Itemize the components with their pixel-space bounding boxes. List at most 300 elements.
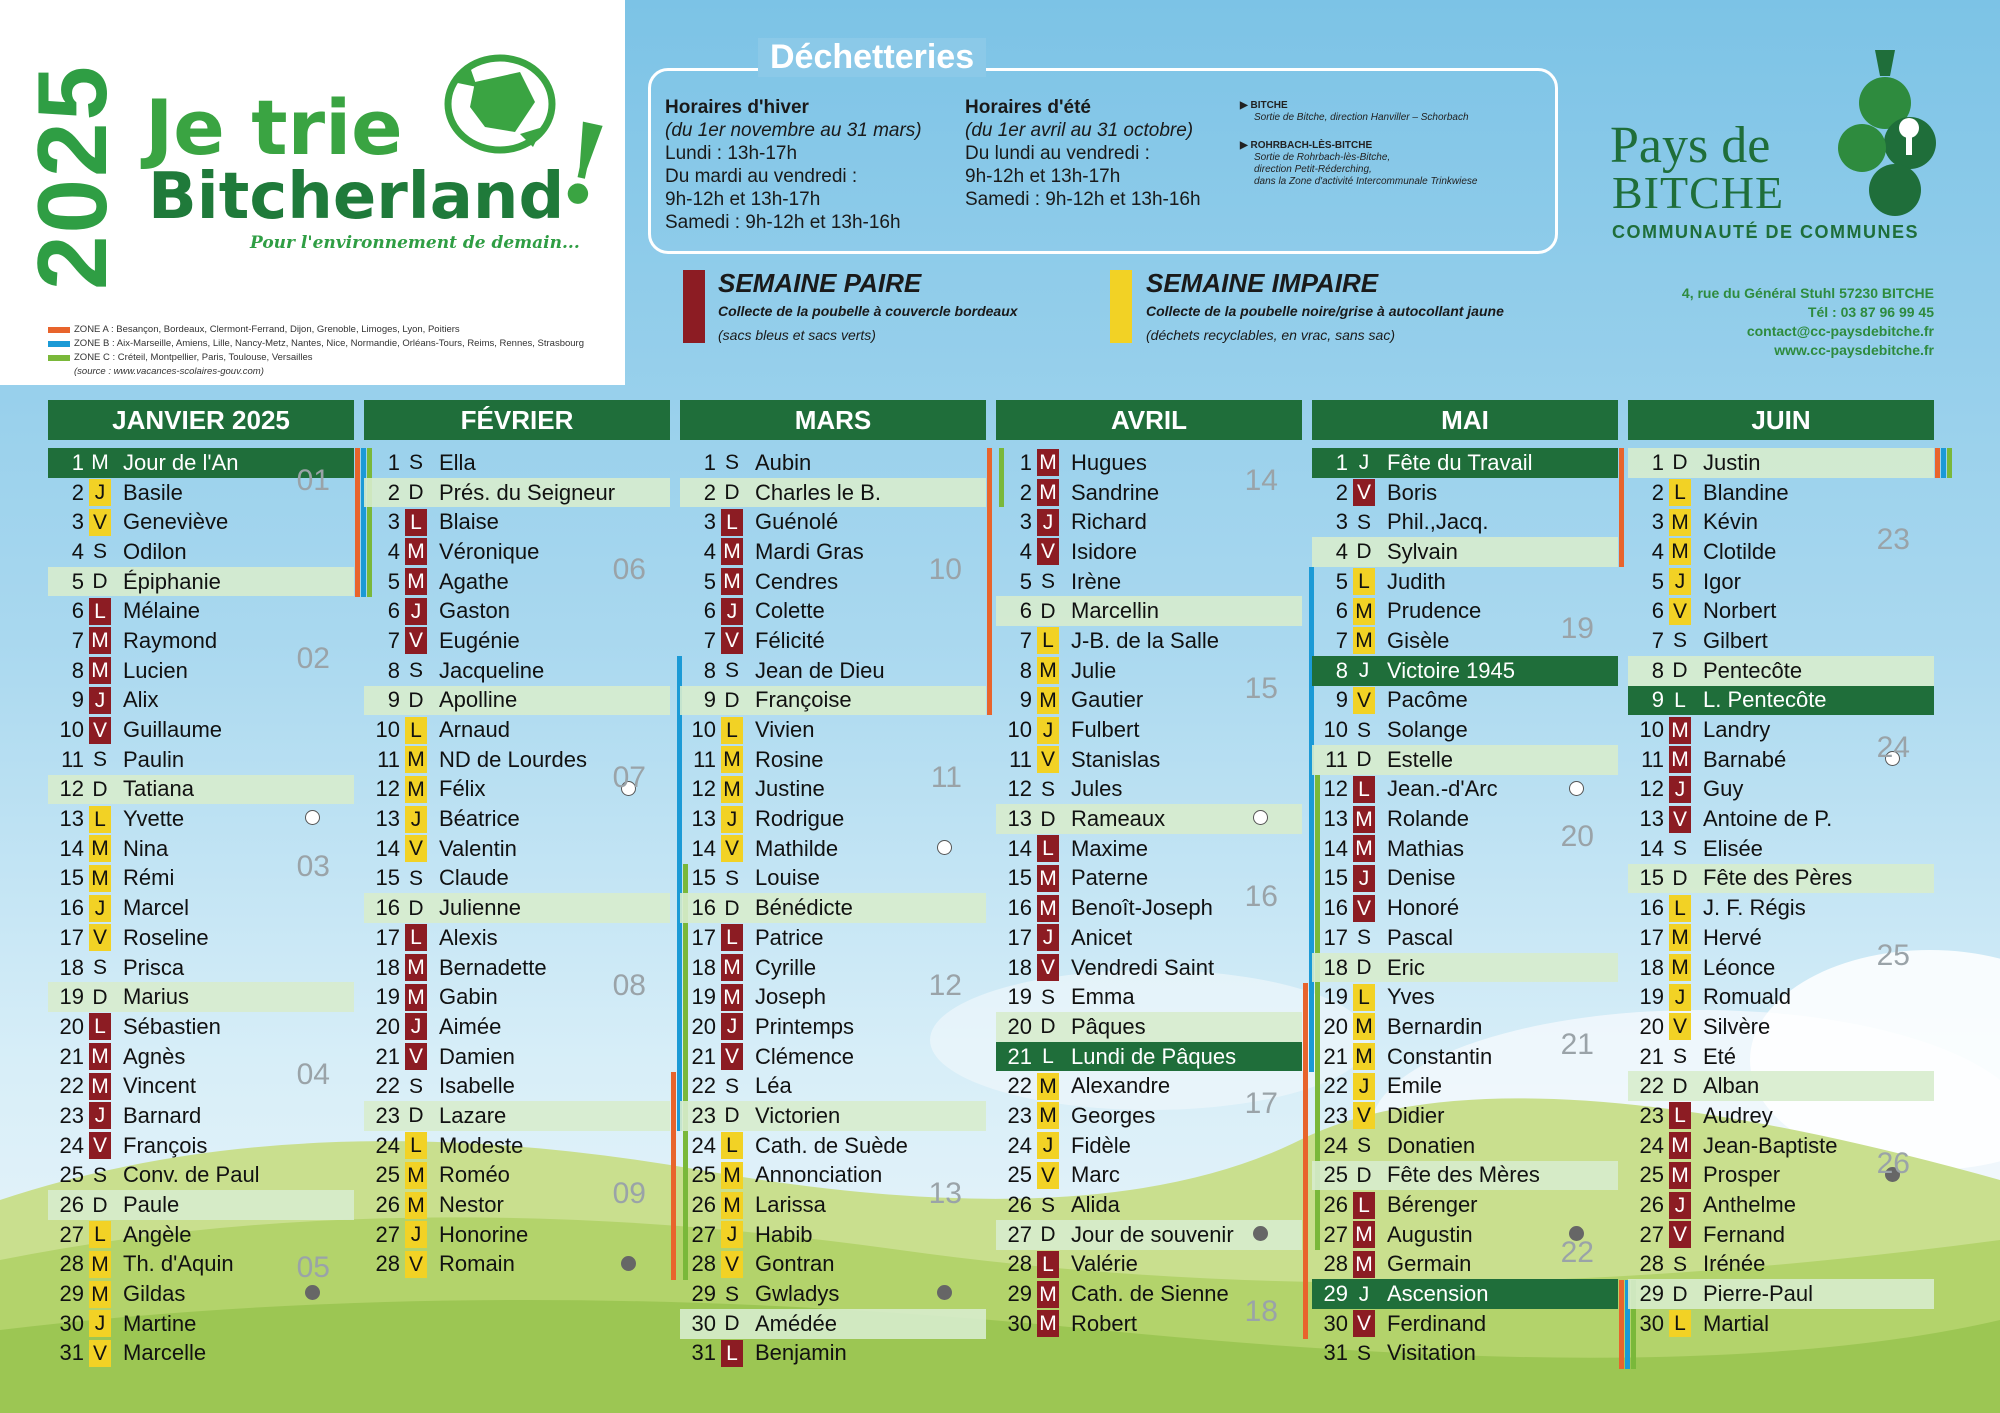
full-moon-icon [937,840,952,855]
saint-name: Judith [1387,568,1446,594]
holiday-row [1312,656,1618,686]
pays-line2: BITCHE [1612,167,1785,218]
weekday-letter: S [1040,985,1055,1009]
collecte-impaire-badge: V [721,835,743,862]
day-number: 10 [1323,717,1348,743]
day-number: 25 [1639,1162,1664,1188]
week-number: 05 [296,1250,330,1284]
school-holiday-bar-zone-c [1947,448,1952,478]
saint-name: Rodrigue [755,806,845,832]
collecte-paire-badge: L [89,1013,111,1040]
contact-web[interactable]: www.cc-paysdebitche.fr [1774,342,1934,358]
day-row [1312,1190,1618,1220]
day-row [1312,478,1618,508]
day-number: 14 [1007,835,1032,861]
day-number: 18 [1639,954,1664,980]
school-holiday-bar-zone-a [1619,448,1624,567]
day-number: 21 [1323,1043,1348,1069]
day-number: 2 [1019,479,1032,505]
collecte-paire-badge: M [405,984,427,1011]
collecte-paire-badge: J [405,598,427,625]
saint-name: Tatiana [123,776,194,802]
weekday-letter: D [92,777,108,801]
saint-name: Rameaux [1071,806,1166,832]
collecte-impaire-badge: M [1669,954,1691,981]
collecte-impaire-badge: M [405,1192,427,1219]
school-holiday-bar-zone-b [1941,448,1946,478]
day-number: 4 [1019,538,1032,564]
saint-name: Clotilde [1703,538,1777,564]
collecte-paire-badge: L [1037,835,1059,862]
recycle-globe-icon [425,42,575,162]
day-number: 6 [71,598,84,624]
week-number: 11 [930,760,962,794]
day-row [1628,1279,1934,1309]
saint-name: Lucien [123,657,188,683]
saint-name: Valérie [1071,1251,1138,1277]
week-number: 07 [612,760,646,794]
day-number: 12 [1007,776,1032,802]
weekday-letter: D [408,1104,424,1128]
week-number: 15 [1244,671,1278,705]
saint-name: Yves [1387,984,1435,1010]
collecte-impaire-badge: L [405,1132,427,1159]
day-number: 3 [387,509,400,535]
day-number: 21 [1639,1043,1664,1069]
holiday-row [1312,1279,1618,1309]
semaine-impaire-line1: Collecte de la poubelle noire/grise à autocollant jaune [1146,303,1504,319]
day-row [680,1220,986,1250]
day-number: 27 [691,1221,716,1247]
holiday-row [996,1042,1302,1072]
saint-name: Emile [1387,1073,1443,1099]
day-row [680,1250,986,1280]
weekday-letter: S [408,659,423,683]
saint-name: Cyrille [755,954,817,980]
saint-name: Hugues [1071,449,1147,475]
month-column [364,400,670,1279]
collecte-impaire-badge: M [721,776,743,803]
day-number: 24 [1639,1132,1664,1158]
collecte-impaire-badge: L [1669,895,1691,922]
weekday-letter: D [1356,1163,1372,1187]
saint-name: Agathe [439,568,509,594]
day-number: 11 [1641,746,1664,772]
day-number: 18 [1323,954,1348,980]
day-row [996,537,1302,567]
saint-name: Ascension [1387,1281,1489,1307]
contact-email[interactable]: contact@cc-paysdebitche.fr [1746,323,1934,339]
saint-name: Apolline [439,687,518,713]
saint-name: Damien [439,1043,515,1069]
day-number: 27 [1007,1221,1032,1247]
day-number: 1 [387,449,400,475]
day-number: 6 [1019,598,1032,624]
collecte-paire-badge: M [721,568,743,595]
day-number: 29 [691,1281,716,1307]
logo-line1: Je trie [145,83,403,172]
saint-name: Aubin [755,449,812,475]
day-number: 7 [703,627,716,653]
saint-name: Guénolé [755,509,839,535]
saint-name: Rolande [1387,806,1469,832]
day-number: 5 [71,568,84,594]
collecte-paire-badge: M [89,1043,111,1070]
week-number: 12 [928,968,962,1002]
collecte-paire-badge: V [89,717,111,744]
day-number: 13 [59,806,84,832]
collecte-paire-badge: M [1669,1132,1691,1159]
month-column [996,400,1302,1339]
day-row [996,626,1302,656]
collecte-paire-badge: L [1353,1192,1375,1219]
saint-name: Marc [1071,1162,1120,1188]
day-row [364,478,670,508]
day-number: 10 [1639,717,1664,743]
saint-name: Cath. de Sienne [1071,1281,1229,1307]
saint-name: J-B. de la Salle [1071,627,1219,653]
day-number: 1 [1019,449,1032,475]
day-number: 13 [1639,806,1664,832]
collecte-impaire-badge: V [1669,598,1691,625]
weekday-letter: D [1356,956,1372,980]
day-row [680,686,986,716]
day-row [48,745,354,775]
day-row [1312,1339,1618,1369]
day-number: 29 [1323,1281,1348,1307]
day-row [364,1220,670,1250]
pays-line3: COMMUNAUTÉ DE COMMUNES [1612,222,1919,242]
day-number: 25 [375,1162,400,1188]
saint-name: Joseph [755,984,826,1010]
day-row [1628,1071,1934,1101]
day-number: 4 [1651,538,1664,564]
week-number: 09 [612,1176,646,1210]
saint-name: Germain [1387,1251,1472,1277]
day-number: 17 [1323,924,1348,950]
saint-name: Nestor [439,1192,504,1218]
day-number: 20 [1007,1013,1032,1039]
day-number: 9 [1335,687,1348,713]
day-number: 14 [1323,835,1348,861]
week-number: 18 [1244,1295,1278,1329]
day-number: 15 [691,865,716,891]
day-row [364,893,670,923]
saint-name: Isidore [1071,538,1138,564]
saint-name: Geneviève [123,509,229,535]
day-number: 17 [59,924,84,950]
collecte-impaire-badge: M [1353,627,1375,654]
day-row [1312,864,1618,894]
saint-name: Valentin [439,835,517,861]
day-number: 16 [1323,895,1348,921]
day-row [48,1161,354,1191]
saint-name: Kévin [1703,509,1759,535]
saint-name: Romain [439,1251,515,1277]
day-row [1312,686,1618,716]
day-number: 12 [1639,776,1664,802]
day-number: 10 [691,717,716,743]
saint-name: Véronique [439,538,540,564]
saint-name: Gontran [755,1251,835,1277]
collecte-impaire-badge: V [405,835,427,862]
collecte-impaire-badge: M [1037,687,1059,714]
week-number: 19 [1560,612,1594,646]
collecte-impaire-badge: V [89,924,111,951]
saint-name: Jacqueline [439,657,545,683]
saint-name: Léonce [1703,954,1776,980]
day-row [364,507,670,537]
saint-name: Rémi [123,865,175,891]
day-number: 26 [59,1192,84,1218]
weekday-letter: S [92,1163,107,1187]
saint-name: Alida [1071,1192,1120,1218]
saint-name: Mardi Gras [755,538,864,564]
day-number: 26 [375,1192,400,1218]
saint-name: Elisée [1703,835,1763,861]
day-number: 3 [71,509,84,535]
day-row [48,982,354,1012]
collecte-paire-badge: V [405,627,427,654]
day-number: 20 [1639,1013,1664,1039]
saint-name: Stanislas [1071,746,1161,772]
day-number: 27 [1639,1221,1664,1247]
day-row [680,1339,986,1369]
day-row [680,1279,986,1309]
saint-name: Angèle [123,1221,192,1247]
collecte-impaire-badge: L [721,717,743,744]
day-number: 21 [59,1043,84,1069]
logo-line2: Bitcherland [148,160,565,234]
day-row [48,893,354,923]
day-row [1628,1220,1934,1250]
day-row [996,596,1302,626]
weekday-letter: D [724,481,740,505]
weekday-letter: S [1040,777,1055,801]
site-name: ROHRBACH-LÈS-BITCHE [1250,140,1373,151]
day-number: 9 [387,687,400,713]
day-number: 22 [375,1073,400,1099]
day-number: 2 [1651,479,1664,505]
day-number: 7 [387,627,400,653]
day-number: 3 [703,509,716,535]
weekday-letter: S [724,659,739,683]
day-row [680,1042,986,1072]
weekday-letter: D [408,896,424,920]
collecte-impaire-badge: V [1669,1013,1691,1040]
zone-b [48,337,584,351]
day-number: 24 [1323,1132,1348,1158]
day-row [1628,982,1934,1012]
day-number: 5 [1335,568,1348,594]
saint-name: Phil.,Jacq. [1387,509,1489,535]
weekday-letter: S [1040,570,1055,594]
day-row [680,596,986,626]
day-number: 10 [375,717,400,743]
pays-line1: Pays de [1610,117,1771,174]
day-row [364,864,670,894]
day-row [996,1250,1302,1280]
saint-name: Igor [1703,568,1741,594]
collecte-paire-badge: L [405,924,427,951]
day-number: 22 [59,1073,84,1099]
day-number: 31 [1323,1340,1348,1366]
day-row [48,596,354,626]
day-number: 25 [1007,1162,1032,1188]
day-number: 22 [1639,1073,1664,1099]
day-row [1312,1309,1618,1339]
saint-name: Pascal [1387,924,1454,950]
day-number: 24 [691,1132,716,1158]
collecte-paire-badge: J [1669,776,1691,803]
logo-exclamation: ! [547,96,622,233]
day-number: 6 [703,598,716,624]
weekday-letter: D [1672,659,1688,683]
day-number: 27 [375,1221,400,1247]
saint-name: Basile [123,479,183,505]
day-row [48,1101,354,1131]
school-holiday-bar-zone-a [355,448,360,597]
collecte-paire-badge: V [721,1043,743,1070]
collecte-impaire-badge: M [89,1281,111,1308]
day-number: 26 [1639,1192,1664,1218]
weekday-letter: S [408,866,423,890]
weekday-letter: S [724,866,739,890]
day-number: 24 [59,1132,84,1158]
collecte-impaire-badge: J [89,895,111,922]
day-row [1312,893,1618,923]
day-number: 31 [691,1340,716,1366]
saint-name: Gaston [439,598,510,624]
day-row [996,745,1302,775]
day-row [48,1012,354,1042]
day-row [680,715,986,745]
day-row [48,507,354,537]
saint-name: Benjamin [755,1340,847,1366]
contact-tel: Tél : 03 87 96 99 45 [1807,304,1934,320]
saint-name: Claude [439,865,509,891]
collecte-paire-badge: M [1353,806,1375,833]
saint-name: Gilbert [1703,627,1768,653]
collecte-paire-badge: L [405,509,427,536]
summer-line: 9h-12h et 13h-17h [965,166,1121,187]
day-row [48,1220,354,1250]
saint-name: Patrice [755,924,824,950]
day-number: 26 [1323,1192,1348,1218]
saint-name: Cath. de Suède [755,1132,908,1158]
weekday-letter: D [724,1104,740,1128]
saint-name: Marius [123,984,190,1010]
semaine-paire-title: SEMAINE PAIRE [718,268,922,298]
saint-name: Prosper [1703,1162,1781,1188]
saint-name: Bénédicte [755,895,853,921]
collecte-impaire-badge: V [405,1251,427,1278]
month-header: JUIN [1628,400,1934,440]
zone-b-text: ZONE B : Aix-Marseille, Amiens, Lille, Nancy-Metz, Nantes, Nice, Normandie, Orléans-Tours, Reims, Rennes, Strasbourg [74,338,585,349]
day-row [680,923,986,953]
weekday-letter: D [92,985,108,1009]
collecte-paire-badge: L [1353,776,1375,803]
day-number: 9 [71,687,84,713]
collecte-paire-badge: M [89,657,111,684]
saint-name: Hervé [1703,924,1762,950]
collecte-paire-badge: M [1037,479,1059,506]
saint-name: Fidèle [1071,1132,1131,1158]
weekday-letter: J [1358,1282,1370,1306]
semaine-paire-swatch [683,270,705,343]
weekday-letter: J [1358,451,1370,475]
collecte-paire-badge: M [1353,1251,1375,1278]
day-number: 19 [1323,984,1348,1010]
collecte-impaire-badge: M [1037,657,1059,684]
collecte-impaire-badge: V [89,1340,111,1367]
day-row [680,507,986,537]
saint-name: Jour de l'An [123,449,239,475]
saint-name: Lazare [439,1102,507,1128]
day-number: 6 [1651,598,1664,624]
saint-name: Visitation [1387,1340,1476,1366]
saint-name: Annonciation [755,1162,883,1188]
day-number: 3 [1335,509,1348,535]
zone-b-swatch [48,341,70,347]
saint-name: Amédée [755,1310,837,1336]
day-row [1312,507,1618,537]
saint-name: Alexis [439,924,498,950]
day-number: 7 [1019,627,1032,653]
day-row [680,656,986,686]
weekday-letter: D [724,688,740,712]
saint-name: L. Pentecôte [1703,687,1827,713]
day-number: 11 [377,746,400,772]
day-row [48,1309,354,1339]
day-number: 10 [1007,717,1032,743]
saint-name: Eric [1387,954,1425,980]
day-row [364,448,670,478]
day-row [1628,1190,1934,1220]
day-row [996,953,1302,983]
saint-name: Pierre-Paul [1703,1281,1814,1307]
saint-name: Aimée [439,1013,502,1039]
day-number: 19 [375,984,400,1010]
saint-name: Didier [1387,1102,1445,1128]
week-number: 23 [1876,523,1910,557]
saint-name: Antoine de P. [1703,806,1833,832]
saint-name: Victoire 1945 [1387,657,1516,683]
day-row [48,804,354,834]
day-number: 16 [691,895,716,921]
day-number: 15 [1639,865,1664,891]
collecte-impaire-badge: M [405,1162,427,1189]
day-number: 9 [1651,687,1664,713]
day-row [996,1161,1302,1191]
zone-a [48,323,584,337]
collecte-impaire-badge: M [1037,1073,1059,1100]
saint-name: Denise [1387,865,1456,891]
day-number: 3 [1651,509,1664,535]
saint-name: Guy [1703,776,1744,802]
full-moon-icon [1569,781,1584,796]
day-row [1312,567,1618,597]
weekday-letter: S [1040,1193,1055,1217]
collecte-impaire-badge: M [89,835,111,862]
day-row [48,923,354,953]
day-number: 8 [1019,657,1032,683]
summer-title: Horaires d'été [965,97,1091,118]
day-row [680,834,986,864]
saint-name: Gisèle [1387,627,1450,653]
collecte-impaire-badge: M [405,776,427,803]
collecte-impaire-badge: L [1037,627,1059,654]
